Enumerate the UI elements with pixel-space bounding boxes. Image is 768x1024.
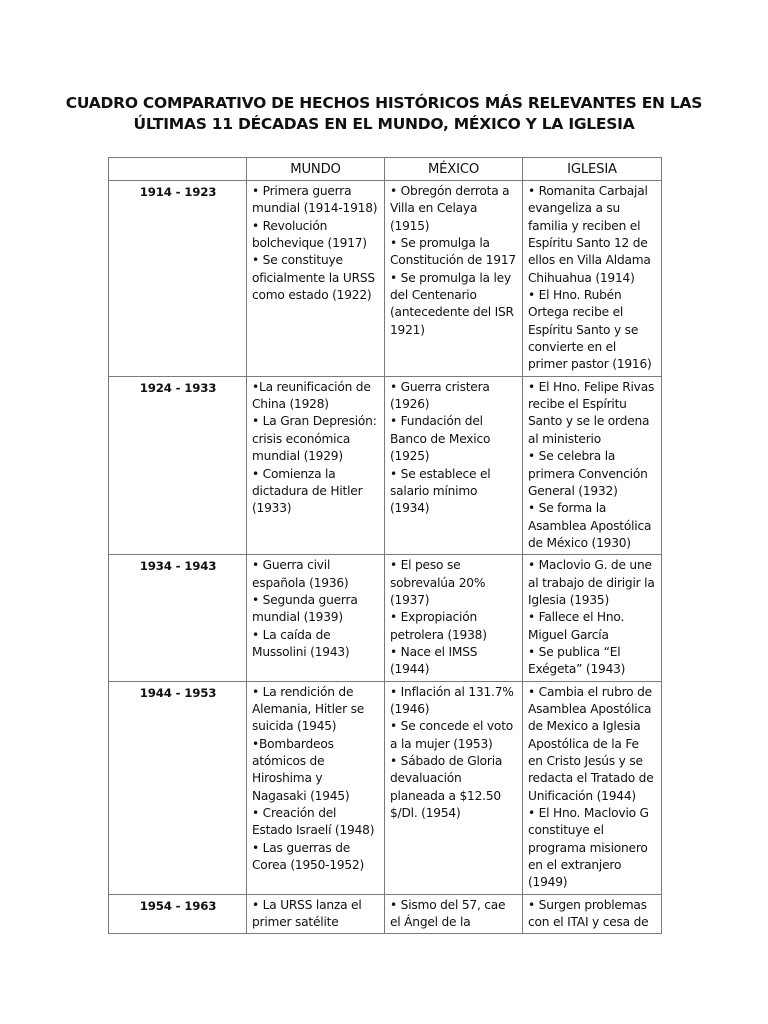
mundo-event-item: • Revolución bolchevique (1917) bbox=[252, 218, 367, 251]
table-body bbox=[109, 181, 662, 934]
comparison-table bbox=[108, 157, 662, 934]
document-title bbox=[60, 93, 708, 135]
mundo-event-item: •La reunificación de China (1928) bbox=[252, 379, 371, 412]
mundo-event-item: • La URSS lanza el primer satélite bbox=[252, 897, 362, 930]
iglesia-event-item: • El Hno. Felipe Rivas recibe el Espíritu Santo y se le ordena al ministerio bbox=[528, 379, 655, 446]
header-period bbox=[109, 158, 247, 181]
mexico-event-item: • Fundación del Banco de Mexico (1925) bbox=[390, 414, 491, 464]
iglesia-event-item: • El Hno. Rubén Ortega recibe el Espíritu Santo y se convierte en el primer pastor (1916) bbox=[528, 288, 652, 372]
mexico-event-item: • El peso se sobrevalúa 20% (1937) bbox=[390, 558, 486, 607]
mexico-event-item: • Se promulga la Constitución de 1917 bbox=[390, 236, 516, 268]
mexico-cell bbox=[385, 681, 523, 894]
mexico-event-item: • Sábado de Gloria devaluación planeada a $12.50 $/Dl. (1954) bbox=[390, 754, 503, 821]
iglesia-event-item: • Se publica “El Exégeta” (1943) bbox=[528, 644, 626, 677]
period-cell: 1954 - 1963 bbox=[109, 894, 247, 934]
mundo-event-item: • Se constituye oficialmente la URSS como estado (1922) bbox=[252, 253, 375, 303]
mexico-event-item: • Inflación al 131.7% (1946) bbox=[390, 684, 514, 716]
mexico-event-item: • Expropiación petrolera (1938) bbox=[390, 610, 487, 642]
mexico-cell bbox=[385, 376, 523, 554]
iglesia-event-item: • Surgen problemas con el ITAI y cesa de bbox=[528, 897, 649, 930]
iglesia-cell bbox=[523, 681, 662, 894]
mexico-event-item: • Guerra cristera (1926) bbox=[390, 379, 490, 412]
iglesia-cell bbox=[523, 894, 662, 934]
mundo-event-item: • Creación del Estado Israelí (1948) bbox=[252, 806, 375, 838]
iglesia-event-item: • Se celebra la primera Convención General (1932) bbox=[528, 449, 648, 498]
table-row bbox=[109, 181, 662, 377]
iglesia-event-item: • Se forma la Asamblea Apostólica de México (1930) bbox=[528, 501, 652, 550]
mundo-cell bbox=[247, 555, 385, 681]
mundo-event-item: •Bombardeos atómicos de Hiroshima y Nagasaki (1945) bbox=[252, 736, 350, 803]
mexico-event-item: • Sismo del 57, cae el Ángel de la bbox=[390, 897, 506, 930]
iglesia-cell bbox=[523, 181, 662, 377]
table-row bbox=[109, 555, 662, 681]
iglesia-cell bbox=[523, 555, 662, 681]
header-iglesia: IGLESIA bbox=[523, 158, 662, 181]
mexico-cell bbox=[385, 894, 523, 934]
mundo-event-item: • La Gran Depresión: crisis económica mundial (1929) bbox=[252, 414, 377, 464]
iglesia-event-item: • Cambia el rubro de Asamblea Apostólica de Mexico a Iglesia Apostólica de la Fe en Cristo Jesús y se redacta el Tratado de Unificación (1944) bbox=[528, 684, 654, 803]
mundo-event-item: • Guerra civil española (1936) bbox=[252, 558, 349, 590]
mundo-cell bbox=[247, 376, 385, 554]
mexico-cell bbox=[385, 181, 523, 377]
table-row bbox=[109, 376, 662, 554]
mexico-event-item: • Se establece el salario mínimo (1934) bbox=[390, 466, 491, 516]
mundo-event-item: • Segunda guerra mundial (1939) bbox=[252, 592, 358, 625]
period-cell: 1924 - 1933 bbox=[109, 376, 247, 554]
header-mundo: MUNDO bbox=[247, 158, 385, 181]
mexico-event-item: • Nace el IMSS (1944) bbox=[390, 644, 478, 677]
mundo-event-item: • Primera guerra mundial (1914-1918) bbox=[252, 184, 378, 216]
iglesia-event-item: • El Hno. Maclovio G constituye el programa misionero en el extranjero (1949) bbox=[528, 806, 649, 890]
mundo-event-item: • La rendición de Alemania, Hitler se suicida (1945) bbox=[252, 684, 365, 734]
iglesia-event-item: • Romanita Carbajal evangeliza a su familia y reciben el Espíritu Santo 12 de ellos en Villa Aldama Chihuahua (1914) bbox=[528, 184, 651, 285]
header-mexico: MÉXICO bbox=[385, 158, 523, 181]
mundo-cell bbox=[247, 894, 385, 934]
table-header-row bbox=[109, 158, 662, 181]
period-cell: 1944 - 1953 bbox=[109, 681, 247, 894]
mexico-event-item: • Obregón derrota a Villa en Celaya (1915) bbox=[390, 184, 510, 233]
mexico-event-item: • Se concede el voto a la mujer (1953) bbox=[390, 719, 514, 751]
table-row bbox=[109, 681, 662, 894]
period-cell: 1934 - 1943 bbox=[109, 555, 247, 681]
mexico-cell bbox=[385, 555, 523, 681]
mundo-event-item: • Las guerras de Corea (1950-1952) bbox=[252, 840, 365, 873]
mexico-event-item: • Se promulga la ley del Centenario (antecedente del ISR 1921) bbox=[390, 270, 514, 337]
mundo-cell bbox=[247, 681, 385, 894]
table-row bbox=[109, 894, 662, 934]
title-line-2: ÚLTIMAS 11 DÉCADAS EN EL MUNDO, MÉXICO Y LA IGLESIA bbox=[133, 115, 635, 133]
iglesia-event-item: • Maclovio G. de une al trabajo de dirigir la Iglesia (1935) bbox=[528, 558, 655, 607]
mundo-cell bbox=[247, 181, 385, 377]
mundo-event-item: • Comienza la dictadura de Hitler (1933) bbox=[252, 466, 363, 516]
iglesia-cell bbox=[523, 376, 662, 554]
iglesia-event-item: • Fallece el Hno. Miguel García bbox=[528, 610, 625, 642]
period-cell: 1914 - 1923 bbox=[109, 181, 247, 377]
table-container bbox=[108, 157, 662, 930]
title-line-1: CUADRO COMPARATIVO DE HECHOS HISTÓRICOS MÁS RELEVANTES EN LAS bbox=[65, 94, 703, 112]
mundo-event-item: • La caída de Mussolini (1943) bbox=[252, 627, 350, 659]
